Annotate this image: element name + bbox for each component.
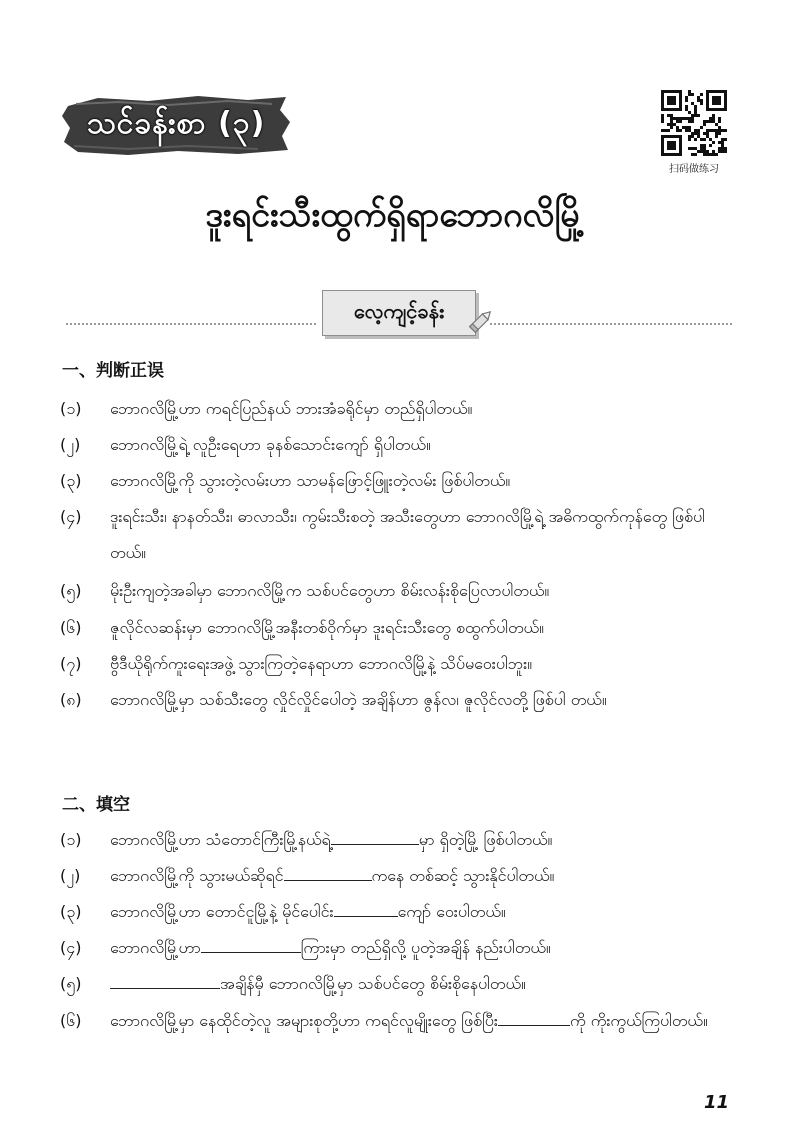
part2-heading: 二、填空 (62, 795, 130, 815)
pencil-icon (466, 306, 496, 336)
blank-field[interactable] (334, 898, 398, 917)
item-number: (၆) (60, 1011, 82, 1030)
item-text: ဘောဂလိမြို့ရဲ့ လူဦးရေဟာ ခုနစ်သောင်းကျော် ရှိပါတယ်။ (110, 435, 431, 454)
list-item (60, 1003, 732, 1039)
lesson-tag (58, 92, 294, 158)
item-number: (၄) (60, 938, 82, 957)
section-label: လေ့ကျင့်ခန်း (322, 290, 476, 336)
item-text-after: အချိန်မှီ ဘောဂလိမြို့မှာ သစ်ပင်တွေ စိမ်းစိုနေပါတယ်။ (220, 974, 526, 993)
item-text-after: မှာ ရှိတဲ့မြို့ ဖြစ်ပါတယ်။ (418, 830, 553, 849)
list-item (60, 894, 732, 930)
lesson-tag-label: သင်ခန်းစာ (၃) (86, 105, 266, 141)
list-item (60, 822, 732, 858)
item-number: (၃) (60, 902, 82, 921)
item-text-before: ဘောဂလိမြို့ဟာ သံတောင်ကြီးမြို့နယ်ရဲ့ (110, 830, 331, 849)
list-item (60, 646, 732, 682)
item-number: (၅) (60, 974, 82, 993)
item-text: ဘောဂလိမြို့ဟာ ကရင်ပြည်နယ် ဘားအံခရိုင်မှာ တည်ရှိပါတယ်။ (110, 399, 473, 418)
item-number: (၈) (60, 690, 82, 709)
qr-code-icon (661, 90, 727, 156)
item-text: ဗွီဒီယိုရိုက်ကူးရေးအဖွဲ့ သွားကြတဲ့နေရာဟာ ဘောဂလိမြို့နဲ့ သိပ်မဝေးပါဘူး။ (110, 654, 533, 673)
item-number: (၁) (60, 830, 82, 849)
divider-left (66, 323, 316, 325)
item-text: ဒူးရင်းသီး၊ နာနတ်သီး၊ ဓာလာသီး၊ ကွမ်းသီးစတဲ့ အသီးတွေဟာ ဘောဂလိမြို့ရဲ့ အဓိကထွက်ကုန်တွေ ဖြစ်ပါတယ်။ (110, 507, 705, 562)
item-text-after: ကို ကိုးကွယ်ကြပါတယ်။ (569, 1011, 708, 1030)
item-number: (၆) (60, 618, 82, 637)
list-item (60, 499, 732, 571)
list-item (60, 391, 732, 427)
item-number: (၂) (60, 435, 81, 454)
qr-code[interactable] (661, 90, 727, 175)
item-text: ဇူလိုင်လဆန်းမှာ ဘောဂလိမြို့အနီးတစ်ဝိုက်မှာ ဒူးရင်းသီးတွေ စထွက်ပါတယ်။ (110, 618, 544, 637)
item-text-after: ကနေ တစ်ဆင့် သွားနိုင်ပါတယ်။ (371, 866, 555, 885)
item-text-before: ဘောဂလိမြို့မှာ နေထိုင်တဲ့လူ အများစုတို့ဟာ ကရင်လူမျိုးတွေ ဖြစ်ပြီး (110, 1011, 498, 1030)
item-text-before: ဘောဂလိမြို့ဟာ (110, 938, 201, 957)
list-item (60, 966, 732, 1002)
blank-field[interactable] (331, 826, 419, 845)
blank-field[interactable] (498, 1007, 570, 1026)
item-text-after: ကြားမှာ တည်ရှိလို့ ပူတဲ့အချိန် နည်းပါတယ်။ (300, 938, 551, 957)
blank-field[interactable] (284, 862, 372, 881)
qr-caption: 扫码做练习 (669, 164, 719, 175)
blank-field[interactable] (201, 934, 301, 953)
item-text-before: ဘောဂလိမြို့ဟာ တောင်ငူမြို့နဲ့ မိုင်ပေါင်း (110, 902, 334, 921)
divider-right (490, 323, 732, 325)
item-number: (၂) (60, 866, 81, 885)
item-number: (၄) (60, 507, 82, 526)
item-text-before: ဘောဂလိမြို့ကို သွားမယ်ဆိုရင် (110, 866, 284, 885)
item-number: (၁) (60, 399, 82, 418)
list-item (60, 682, 732, 718)
page-title: ဒူးရင်းသီးထွက်ရှိရာဘောဂလိမြို့ (205, 195, 585, 235)
list-item (60, 930, 732, 966)
list-item (60, 858, 732, 894)
item-text: ဘောဂလိမြို့မှာ သစ်သီးတွေ လှိုင်လှိုင်ပေါတဲ့ အချိန်ဟာ ဇွန်လ၊ ဇူလိုင်လတို့ ဖြစ်ပါ တယ်။ (110, 690, 607, 709)
list-item (60, 463, 732, 499)
list-item (60, 610, 732, 646)
item-text: မိုးဦးကျတဲ့အခါမှာ ဘောဂလိမြို့က သစ်ပင်တွေဟာ စိမ်းလန်းစိုပြေလာပါတယ်။ (110, 581, 550, 600)
page-number: 11 (704, 1092, 730, 1113)
list-item (60, 427, 732, 463)
blank-field[interactable] (110, 970, 220, 989)
item-text: ဘောဂလိမြို့ကို သွားတဲ့လမ်းဟာ သာမန်ဖြောင့်ဖြူးတဲ့လမ်း ဖြစ်ပါတယ်။ (110, 471, 511, 490)
item-number: (၃) (60, 471, 82, 490)
item-number: (၇) (60, 654, 82, 673)
item-number: (၅) (60, 581, 82, 600)
item-text-after: ကျော် ဝေးပါတယ်။ (397, 902, 506, 921)
part1-heading: 一、判断正误 (62, 361, 164, 381)
list-item (60, 573, 732, 609)
